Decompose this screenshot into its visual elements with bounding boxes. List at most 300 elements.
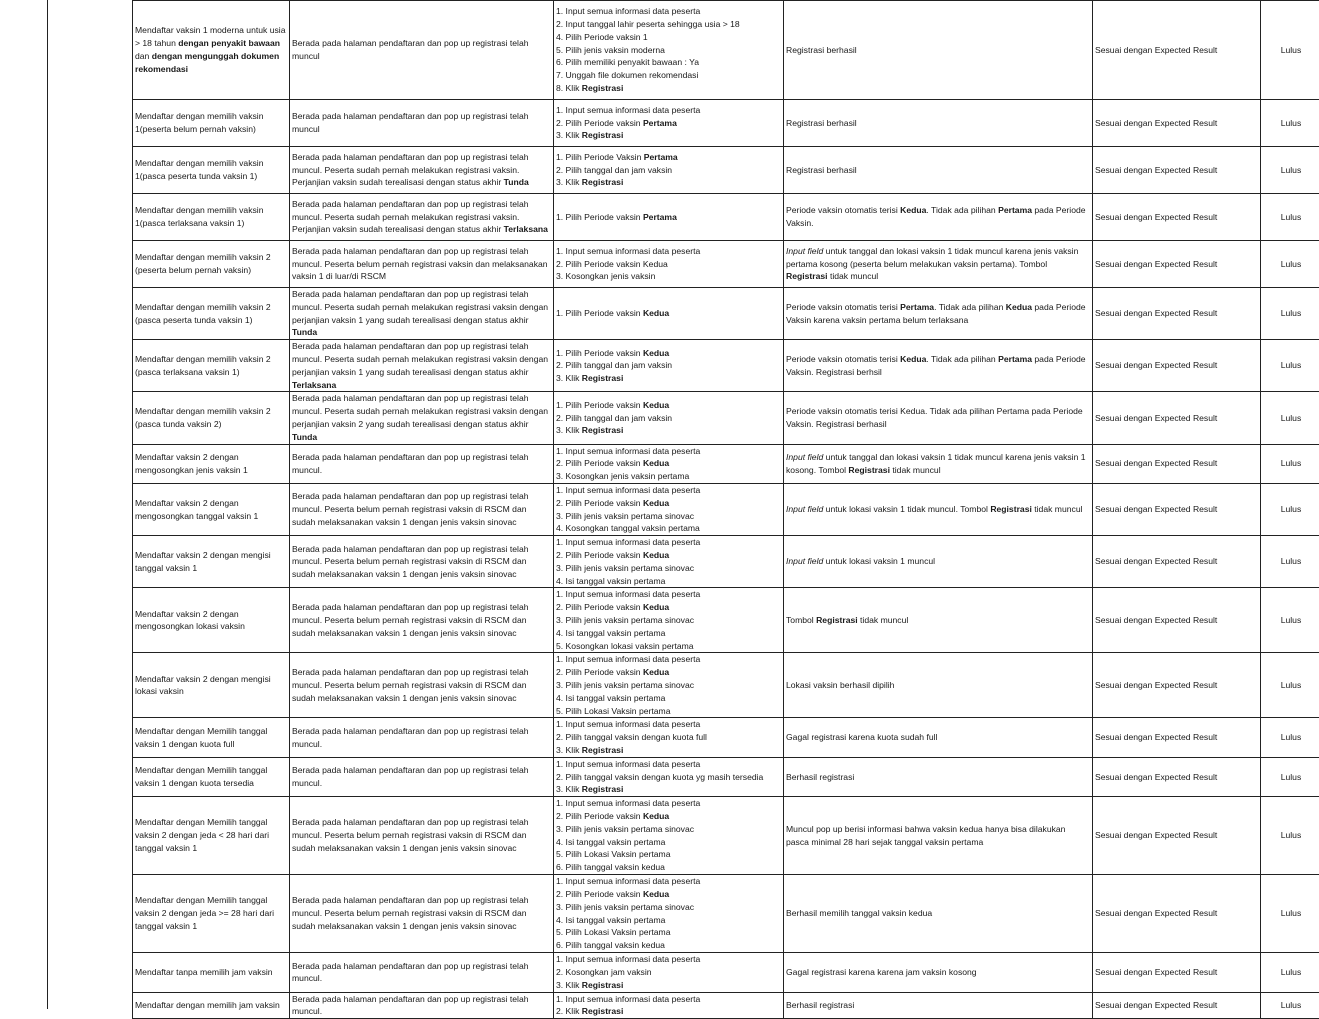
- text-segment: Mendaftar vaksin 2 dengan mengosongkan jenis vaksin 1: [135, 452, 248, 475]
- steps-cell: [554, 392, 784, 444]
- actual-result-cell: Sesuai dengan Expected Result: [1093, 194, 1261, 241]
- text-segment: tidak muncul: [858, 615, 909, 625]
- status-cell: Lulus: [1261, 536, 1319, 588]
- text-segment: Input field: [786, 556, 823, 566]
- text-segment: Mendaftar tanpa memilih jam vaksin: [135, 967, 273, 977]
- text-segment: Mendaftar dengan Memilih tanggal vaksin 2 dengan jeda >= 28 hari dari tanggal vaksin 1: [135, 895, 274, 931]
- steps-cell: [554, 536, 784, 588]
- steps-cell: [554, 953, 784, 992]
- text-segment: Mendaftar dengan Memilih tanggal vaksin 1 dengan kuota full: [135, 726, 267, 749]
- status-cell: Lulus: [1261, 194, 1319, 241]
- status-cell: Lulus: [1261, 288, 1319, 340]
- expected-result-cell: [784, 875, 1093, 953]
- status-cell: Lulus: [1261, 718, 1319, 757]
- text-segment: Registrasi: [786, 271, 828, 281]
- text-segment: Berada pada halaman pendaftaran dan pop up registrasi telah muncul.: [292, 765, 529, 788]
- scenario-cell: [133, 653, 290, 718]
- actual-result-cell: Sesuai dengan Expected Result: [1093, 992, 1261, 1019]
- precondition-cell: [290, 588, 554, 653]
- step-line: [556, 457, 781, 470]
- step-line: [556, 549, 781, 562]
- step-line: [556, 823, 781, 836]
- step-line: [556, 744, 781, 757]
- text-segment: Tunda: [292, 327, 317, 337]
- text-segment: untuk tanggal dan lokasi vaksin 1 tidak muncul karena jenis vaksin pertama kosong (peserta belum melakukan vaksin pertama). Tombol: [786, 246, 1078, 269]
- scenario-cell: [133, 340, 290, 392]
- text-segment: 4. Kosongkan tanggal vaksin pertama: [556, 523, 700, 533]
- text-segment: Kedua: [643, 602, 669, 612]
- text-segment: Kedua: [643, 308, 669, 318]
- status-cell: Lulus: [1261, 797, 1319, 875]
- precondition-cell: [290, 241, 554, 288]
- table-row: [133, 194, 1319, 241]
- steps-cell: [554, 100, 784, 147]
- text-segment: dengan penyakit bawaan: [178, 38, 280, 48]
- step-line: [556, 666, 781, 679]
- text-segment: Periode vaksin otomatis terisi: [786, 302, 900, 312]
- text-segment: Berada pada halaman pendaftaran dan pop up registrasi telah muncul. Peserta belum pernah registrasi vaksin di RSCM dan sudah melaksanakan vaksin 1 dengan jenis vaksin sinovac: [292, 817, 529, 853]
- text-segment: Registrasi: [816, 615, 858, 625]
- actual-result-cell: Sesuai dengan Expected Result: [1093, 757, 1261, 796]
- expected-result-cell: [784, 288, 1093, 340]
- text-segment: Pertama: [644, 152, 678, 162]
- step-line: [556, 31, 781, 44]
- actual-result-cell: Sesuai dengan Expected Result: [1093, 797, 1261, 875]
- text-segment: Tunda: [504, 177, 529, 187]
- step-line: [556, 484, 781, 497]
- actual-result-cell: Sesuai dengan Expected Result: [1093, 100, 1261, 147]
- text-segment: 1. Pilih Periode vaksin: [556, 212, 643, 222]
- text-segment: 3. Klik: [556, 177, 582, 187]
- text-segment: Berada pada halaman pendaftaran dan pop up registrasi telah muncul. Peserta belum pernah registrasi vaksin di RSCM dan sudah melaksanakan vaksin 1 dengan jenis vaksin sinovac: [292, 895, 529, 931]
- text-segment: Berada pada halaman pendaftaran dan pop up registrasi telah muncul.: [292, 726, 529, 749]
- text-segment: Berada pada halaman pendaftaran dan pop up registrasi telah muncul. Peserta sudah pernah melakukan registrasi vaksin. Perjanjian vaksin sudah terealisasi dengan status akhir: [292, 199, 529, 235]
- steps-cell: [554, 241, 784, 288]
- text-segment: Muncul pop up berisi informasi bahwa vaksin kedua hanya bisa dilakukan pasca minimal 28 hari sejak tanggal vaksin pertama: [786, 824, 1065, 847]
- step-line: [556, 399, 781, 412]
- step-line: [556, 810, 781, 823]
- step-line: [556, 718, 781, 731]
- text-segment: Kedua: [900, 354, 926, 364]
- actual-result-cell: Sesuai dengan Expected Result: [1093, 147, 1261, 194]
- status-cell: Lulus: [1261, 1, 1319, 100]
- step-line: [556, 953, 781, 966]
- status-cell: Lulus: [1261, 100, 1319, 147]
- text-segment: untuk lokasi vaksin 1 tidak muncul. Tombol: [823, 504, 990, 514]
- text-segment: Input field: [786, 504, 823, 514]
- text-segment: Pertama: [643, 118, 677, 128]
- text-segment: Registrasi: [582, 784, 624, 794]
- text-segment: 1. Input semua informasi data peserta: [556, 589, 700, 599]
- text-segment: Berada pada halaman pendaftaran dan pop up registrasi telah muncul. Peserta belum pernah registrasi vaksin di RSCM dan sudah melaksanakan vaksin 1 dengan jenis vaksin sinovac: [292, 602, 529, 638]
- text-segment: 3. Pilih jenis vaksin pertama sinovac: [556, 824, 694, 834]
- status-cell: Lulus: [1261, 147, 1319, 194]
- status-cell: Lulus: [1261, 241, 1319, 288]
- text-segment: Mendaftar dengan memilih vaksin 1(pasca peserta tunda vaksin 1): [135, 158, 264, 181]
- step-line: [556, 44, 781, 57]
- text-segment: 2. Pilih tanggal dan jam vaksin: [556, 360, 672, 370]
- precondition-cell: [290, 100, 554, 147]
- actual-result-cell: Sesuai dengan Expected Result: [1093, 875, 1261, 953]
- step-line: [556, 470, 781, 483]
- status-cell: Lulus: [1261, 653, 1319, 718]
- actual-result-cell: Sesuai dengan Expected Result: [1093, 1, 1261, 100]
- precondition-cell: [290, 340, 554, 392]
- steps-cell: [554, 718, 784, 757]
- table-row: [133, 953, 1319, 992]
- left-margin-column: [0, 0, 48, 1009]
- table-row: [133, 588, 1319, 653]
- steps-cell: [554, 147, 784, 194]
- text-segment: 5. Pilih Lokasi Vaksin pertama: [556, 849, 670, 859]
- text-segment: Berada pada halaman pendaftaran dan pop up registrasi telah muncul. Peserta belum pernah registrasi vaksin di RSCM dan sudah melaksanakan vaksin 1 dengan jenis vaksin sinovac: [292, 544, 529, 580]
- text-segment: Pertama: [998, 354, 1032, 364]
- expected-result-cell: [784, 444, 1093, 483]
- text-segment: Berhasil registrasi: [786, 1000, 854, 1010]
- text-segment: Gagal registrasi karena karena jam vaksin kosong: [786, 967, 977, 977]
- step-line: [556, 1005, 781, 1018]
- status-cell: Lulus: [1261, 483, 1319, 535]
- step-line: [556, 270, 781, 283]
- table-row: [133, 875, 1319, 953]
- scenario-cell: [133, 100, 290, 147]
- text-segment: Berada pada halaman pendaftaran dan pop up registrasi telah muncul. Peserta sudah pernah melakukan registrasi vaksin dengan perjanjian vaksin 1 yang sudah terealisasi dengan status akhir: [292, 289, 548, 325]
- precondition-cell: [290, 288, 554, 340]
- table-row: [133, 1, 1319, 100]
- status-cell: Lulus: [1261, 953, 1319, 992]
- text-segment: Mendaftar dengan memilih vaksin 2 (peserta belum pernah vaksin): [135, 252, 271, 275]
- precondition-cell: [290, 992, 554, 1019]
- scenario-cell: [133, 992, 290, 1019]
- text-segment: 2. Pilih Periode vaksin: [556, 118, 643, 128]
- expected-result-cell: [784, 653, 1093, 718]
- table-row: [133, 757, 1319, 796]
- text-segment: Mendaftar vaksin 2 dengan mengisi lokasi vaksin: [135, 674, 271, 697]
- text-segment: 5. Kosongkan lokasi vaksin pertama: [556, 641, 694, 651]
- actual-result-cell: Sesuai dengan Expected Result: [1093, 340, 1261, 392]
- precondition-cell: [290, 797, 554, 875]
- scenario-cell: [133, 718, 290, 757]
- step-line: [556, 601, 781, 614]
- expected-result-cell: [784, 483, 1093, 535]
- actual-result-cell: Sesuai dengan Expected Result: [1093, 241, 1261, 288]
- steps-cell: [554, 992, 784, 1019]
- actual-result-cell: Sesuai dengan Expected Result: [1093, 444, 1261, 483]
- status-cell: Lulus: [1261, 392, 1319, 444]
- text-segment: Berhasil memilih tanggal vaksin kedua: [786, 908, 932, 918]
- table-row: [133, 483, 1319, 535]
- step-line: [556, 926, 781, 939]
- text-segment: 1. Input semua informasi data peserta: [556, 994, 700, 1004]
- step-line: [556, 588, 781, 601]
- text-segment: 3. Pilih jenis vaksin pertama sinovac: [556, 615, 694, 625]
- text-segment: 1. Input semua informasi data peserta: [556, 719, 700, 729]
- steps-cell: [554, 588, 784, 653]
- text-segment: 2. Pilih Periode vaksin Kedua: [556, 259, 668, 269]
- text-segment: 3. Pilih jenis vaksin pertama sinovac: [556, 680, 694, 690]
- precondition-cell: [290, 444, 554, 483]
- text-segment: 1. Pilih Periode vaksin: [556, 348, 643, 358]
- text-segment: 8. Klik: [556, 83, 582, 93]
- text-segment: Periode vaksin otomatis terisi: [786, 354, 900, 364]
- text-segment: 1. Input semua informasi data peserta: [556, 876, 700, 886]
- text-segment: Berada pada halaman pendaftaran dan pop up registrasi telah muncul.: [292, 452, 529, 475]
- expected-result-cell: [784, 100, 1093, 147]
- text-segment: 2. Pilih tanggal vaksin dengan kuota full: [556, 732, 707, 742]
- table-row: [133, 340, 1319, 392]
- table-row: [133, 392, 1319, 444]
- scenario-cell: [133, 241, 290, 288]
- scenario-cell: [133, 588, 290, 653]
- precondition-cell: [290, 536, 554, 588]
- precondition-cell: [290, 953, 554, 992]
- text-segment: 2. Pilih Periode vaksin: [556, 889, 643, 899]
- scenario-cell: [133, 288, 290, 340]
- text-segment: 6. Pilih tanggal vaksin kedua: [556, 940, 665, 950]
- step-line: [556, 510, 781, 523]
- text-segment: 1. Pilih Periode vaksin: [556, 308, 643, 318]
- table-row: [133, 147, 1319, 194]
- text-segment: 3. Pilih jenis vaksin pertama sinovac: [556, 563, 694, 573]
- actual-result-cell: Sesuai dengan Expected Result: [1093, 588, 1261, 653]
- step-line: [556, 372, 781, 385]
- step-line: [556, 129, 781, 142]
- text-segment: Registrasi: [582, 373, 624, 383]
- step-line: [556, 979, 781, 992]
- scenario-cell: [133, 194, 290, 241]
- step-line: [556, 164, 781, 177]
- steps-cell: [554, 288, 784, 340]
- steps-cell: [554, 194, 784, 241]
- text-segment: pada Periode Vaksin. Registrasi berhsil: [786, 354, 1086, 377]
- text-segment: tidak muncul: [1032, 504, 1083, 514]
- text-segment: Gagal registrasi karena kuota sudah full: [786, 732, 937, 742]
- precondition-cell: [290, 1, 554, 100]
- step-line: [556, 875, 781, 888]
- actual-result-cell: Sesuai dengan Expected Result: [1093, 288, 1261, 340]
- step-line: [556, 679, 781, 692]
- text-segment: 1. Input semua informasi data peserta: [556, 759, 700, 769]
- text-segment: dengan mengunggah dokumen rekomendasi: [135, 51, 279, 74]
- text-segment: Berhasil registrasi: [786, 772, 854, 782]
- text-segment: Registrasi berhasil: [786, 165, 857, 175]
- expected-result-cell: [784, 797, 1093, 875]
- expected-result-cell: [784, 1, 1093, 100]
- steps-cell: [554, 1, 784, 100]
- table-row: [133, 718, 1319, 757]
- precondition-cell: [290, 718, 554, 757]
- text-segment: 4. Isi tanggal vaksin pertama: [556, 837, 665, 847]
- step-line: [556, 692, 781, 705]
- step-line: [556, 614, 781, 627]
- expected-result-cell: [784, 147, 1093, 194]
- text-segment: 1. Input semua informasi data peserta: [556, 954, 700, 964]
- step-line: [556, 497, 781, 510]
- text-segment: Kedua: [643, 550, 669, 560]
- text-segment: 4. Isi tanggal vaksin pertama: [556, 576, 665, 586]
- precondition-cell: [290, 653, 554, 718]
- text-segment: 1. Input semua informasi data peserta: [556, 537, 700, 547]
- step-line: [556, 758, 781, 771]
- text-segment: Berada pada halaman pendaftaran dan pop up registrasi telah muncul. Peserta belum pernah registrasi vaksin dan melaksanakan vaksin 1 di luar/di RSCM: [292, 246, 548, 282]
- status-cell: Lulus: [1261, 992, 1319, 1019]
- text-segment: Kedua: [643, 889, 669, 899]
- text-segment: 4. Pilih Periode vaksin 1: [556, 32, 648, 42]
- text-segment: Periode vaksin otomatis terisi: [786, 205, 900, 215]
- text-segment: Berada pada halaman pendaftaran dan pop up registrasi telah muncul.: [292, 961, 529, 984]
- step-line: [556, 731, 781, 744]
- actual-result-cell: Sesuai dengan Expected Result: [1093, 718, 1261, 757]
- scenario-cell: [133, 1, 290, 100]
- text-segment: 3. Kosongkan jenis vaksin: [556, 271, 655, 281]
- text-segment: pada Periode Vaksin.: [786, 205, 1086, 228]
- precondition-cell: [290, 875, 554, 953]
- text-segment: Kedua: [643, 348, 669, 358]
- step-line: [556, 914, 781, 927]
- text-segment: 4. Isi tanggal vaksin pertama: [556, 628, 665, 638]
- text-segment: 2. Kosongkan jam vaksin: [556, 967, 652, 977]
- text-segment: Registrasi: [582, 1006, 624, 1016]
- text-segment: Berada pada halaman pendaftaran dan pop up registrasi telah muncul. Peserta sudah pernah melakukan registrasi vaksin dengan perjanjian vaksin 2 yang sudah terealisasi dengan status akhir: [292, 393, 548, 429]
- step-line: [556, 861, 781, 874]
- steps-cell: [554, 797, 784, 875]
- text-segment: Berada pada halaman pendaftaran dan pop up registrasi telah muncul. Peserta belum pernah registrasi vaksin di RSCM dan sudah melaksanakan vaksin 1 dengan jenis vaksin sinovac: [292, 667, 529, 703]
- status-cell: Lulus: [1261, 340, 1319, 392]
- text-segment: . Tidak ada pilihan: [926, 205, 998, 215]
- step-line: [556, 797, 781, 810]
- text-segment: 3. Klik: [556, 784, 582, 794]
- step-line: [556, 536, 781, 549]
- text-segment: 3. Pilih jenis vaksin pertama sinovac: [556, 902, 694, 912]
- text-segment: Mendaftar vaksin 2 dengan mengisi tanggal vaksin 1: [135, 550, 271, 573]
- text-segment: 3. Kosongkan jenis vaksin pertama: [556, 471, 689, 481]
- step-line: [556, 993, 781, 1006]
- text-segment: Registrasi berhasil: [786, 45, 857, 55]
- text-segment: Kedua: [643, 498, 669, 508]
- status-cell: Lulus: [1261, 757, 1319, 796]
- text-segment: 3. Klik: [556, 373, 582, 383]
- text-segment: Kedua: [643, 400, 669, 410]
- table-row: [133, 992, 1319, 1019]
- step-line: [556, 245, 781, 258]
- scenario-cell: [133, 953, 290, 992]
- text-segment: 1. Input semua informasi data peserta: [556, 105, 700, 115]
- table-row: [133, 100, 1319, 147]
- text-segment: Kedua: [643, 458, 669, 468]
- step-line: [556, 424, 781, 437]
- text-segment: Mendaftar dengan Memilih tanggal vaksin 2 dengan jeda < 28 hari dari tanggal vaksin 1: [135, 817, 269, 853]
- steps-cell: [554, 444, 784, 483]
- scenario-cell: [133, 483, 290, 535]
- text-segment: Pertama: [998, 205, 1032, 215]
- expected-result-cell: [784, 536, 1093, 588]
- text-segment: 2. Pilih Periode vaksin: [556, 602, 643, 612]
- text-segment: 1. Input semua informasi data peserta: [556, 654, 700, 664]
- text-segment: Berada pada halaman pendaftaran dan pop up registrasi telah muncul: [292, 38, 529, 61]
- expected-result-cell: [784, 718, 1093, 757]
- step-line: [556, 307, 781, 320]
- step-line: [556, 640, 781, 653]
- expected-result-cell: [784, 392, 1093, 444]
- text-segment: Mendaftar dengan memilih vaksin 2 (pasca terlaksana vaksin 1): [135, 354, 271, 377]
- text-segment: 1. Input semua informasi data peserta: [556, 798, 700, 808]
- text-segment: tidak muncul: [828, 271, 879, 281]
- text-segment: Input field: [786, 452, 823, 462]
- text-segment: 1. Pilih Periode Vaksin: [556, 152, 644, 162]
- text-segment: Lokasi vaksin berhasil dipilih: [786, 680, 894, 690]
- precondition-cell: [290, 757, 554, 796]
- text-segment: 4. Isi tanggal vaksin pertama: [556, 693, 665, 703]
- scenario-cell: [133, 147, 290, 194]
- text-segment: 3. Pilih jenis vaksin pertama sinovac: [556, 511, 694, 521]
- text-segment: Berada pada halaman pendaftaran dan pop up registrasi telah muncul. Peserta sudah pernah melakukan registrasi vaksin. Perjanjian vaksin sudah terealisasi dengan status akhir: [292, 152, 529, 188]
- expected-result-cell: [784, 992, 1093, 1019]
- text-segment: untuk tanggal dan lokasi vaksin 1 tidak muncul karena jenis vaksin 1 kosong. Tombol: [786, 452, 1086, 475]
- text-segment: 6. Pilih memiliki penyakit bawaan : Ya: [556, 57, 699, 67]
- text-segment: tidak muncul: [890, 465, 941, 475]
- actual-result-cell: Sesuai dengan Expected Result: [1093, 536, 1261, 588]
- actual-result-cell: Sesuai dengan Expected Result: [1093, 953, 1261, 992]
- text-segment: 1. Pilih Periode vaksin: [556, 400, 643, 410]
- step-line: [556, 117, 781, 130]
- text-segment: Registrasi: [582, 177, 624, 187]
- text-segment: . Tidak ada pilihan: [926, 354, 998, 364]
- text-segment: . Tidak ada pilihan: [934, 302, 1006, 312]
- text-segment: Mendaftar dengan memilih vaksin 1(pasca terlaksana vaksin 1): [135, 205, 264, 228]
- text-segment: 2. Klik: [556, 1006, 582, 1016]
- expected-result-cell: [784, 953, 1093, 992]
- step-line: [556, 771, 781, 784]
- text-segment: Registrasi: [582, 980, 624, 990]
- text-segment: 3. Klik: [556, 980, 582, 990]
- step-line: [556, 5, 781, 18]
- text-segment: Mendaftar dengan Memilih tanggal vaksin 1 dengan kuota tersedia: [135, 765, 267, 788]
- precondition-cell: [290, 194, 554, 241]
- status-cell: Lulus: [1261, 588, 1319, 653]
- text-segment: Pertama: [643, 212, 677, 222]
- step-line: [556, 412, 781, 425]
- text-segment: Berada pada halaman pendaftaran dan pop up registrasi telah muncul.: [292, 994, 529, 1017]
- text-segment: Terlaksana: [292, 380, 336, 390]
- text-segment: dan: [135, 51, 152, 61]
- scenario-cell: [133, 536, 290, 588]
- step-line: [556, 522, 781, 535]
- scenario-cell: [133, 797, 290, 875]
- step-line: [556, 783, 781, 796]
- text-segment: Mendaftar dengan memilih jam vaksin: [135, 1000, 280, 1010]
- expected-result-cell: [784, 588, 1093, 653]
- precondition-cell: [290, 147, 554, 194]
- status-cell: Lulus: [1261, 875, 1319, 953]
- text-segment: Mendaftar dengan memilih vaksin 1(peserta belum pernah vaksin): [135, 111, 264, 134]
- test-case-table: [132, 0, 1319, 1019]
- text-segment: Mendaftar dengan memilih vaksin 2 (pasca peserta tunda vaksin 1): [135, 302, 271, 325]
- text-segment: 1. Input semua informasi data peserta: [556, 6, 700, 16]
- step-line: [556, 176, 781, 189]
- actual-result-cell: Sesuai dengan Expected Result: [1093, 653, 1261, 718]
- actual-result-cell: Sesuai dengan Expected Result: [1093, 392, 1261, 444]
- steps-cell: [554, 875, 784, 953]
- text-segment: 2. Pilih Periode vaksin: [556, 498, 643, 508]
- expected-result-cell: [784, 194, 1093, 241]
- text-segment: Registrasi: [582, 83, 624, 93]
- precondition-cell: [290, 392, 554, 444]
- text-segment: 6. Pilih tanggal vaksin kedua: [556, 862, 665, 872]
- text-segment: Mendaftar vaksin 1 moderna untuk usia > 18 tahun: [135, 25, 285, 48]
- text-segment: 2. Pilih tanggal dan jam vaksin: [556, 165, 672, 175]
- step-line: [556, 575, 781, 588]
- text-segment: Tombol: [786, 615, 816, 625]
